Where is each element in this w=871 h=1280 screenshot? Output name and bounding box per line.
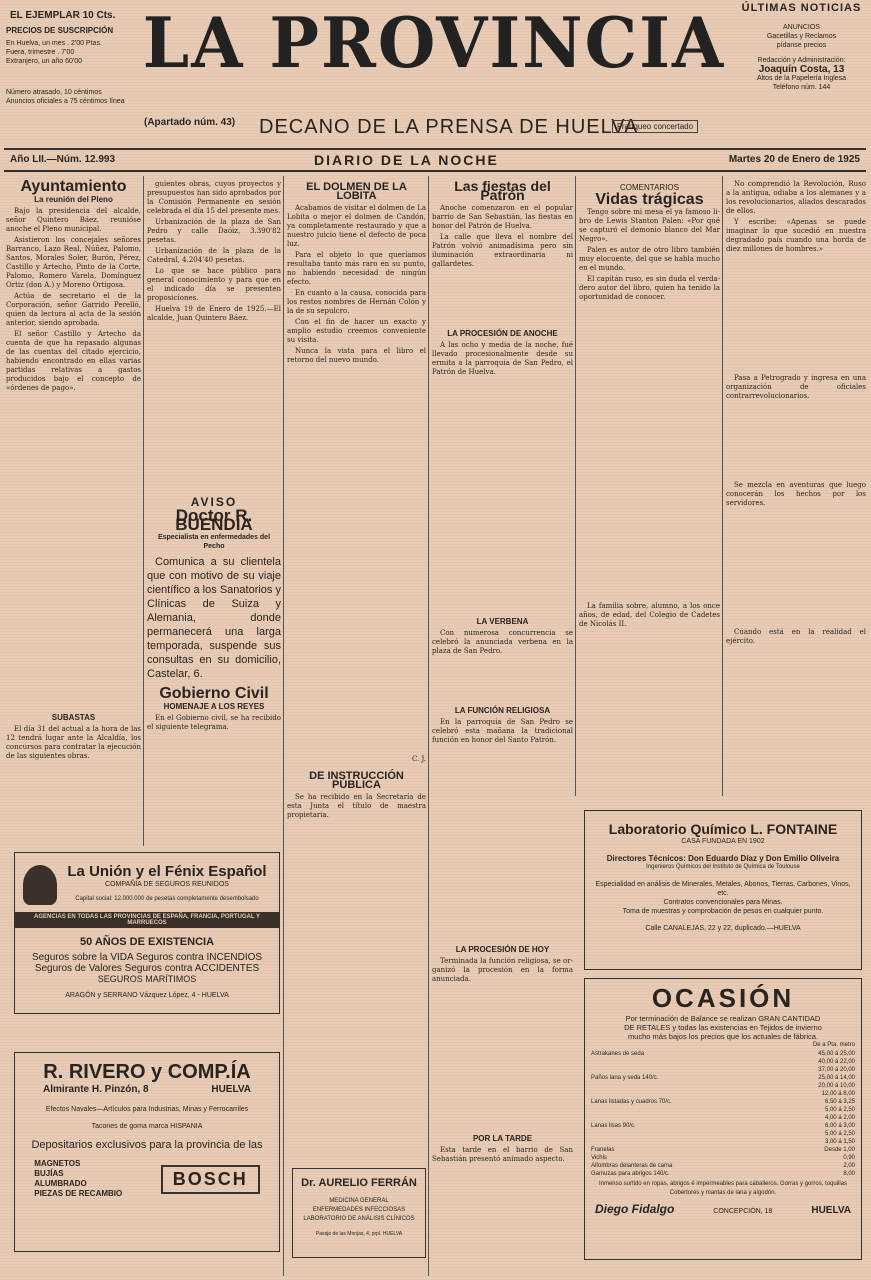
paragraph: Terminada la función religiosa, se organizó la procesión en la forma anunciada. bbox=[432, 957, 573, 983]
article-title: Las fiestas del Patrón bbox=[454, 178, 551, 203]
paragraph: El capitán ruso, es sin duda el verdadero autor del libro, quien ha tenido la oportunidad de conocer. bbox=[579, 275, 720, 301]
ads-price-note: pídanse precios bbox=[776, 42, 827, 49]
office-address: Joaquín Costa, 13 bbox=[758, 64, 845, 75]
ad-rivero bbox=[14, 1052, 280, 1252]
article-title: Gobierno Civil bbox=[159, 685, 269, 702]
price-item: Gamuzas para abrigos 140/c. bbox=[591, 1171, 670, 1177]
price-row bbox=[591, 1082, 855, 1090]
price-row bbox=[591, 1138, 855, 1146]
paragraph: Acabamos de visitar el dolmen de La Lobita o mejor el dolmen de Candón, ya completamente restaurado y que a nuestro juicio tiene el defecto de poca luz. bbox=[287, 204, 426, 248]
paragraph: El señor Castillo y Artecho da cuenta de que ha repasado algunas de las cuentas del citado ejercicio, habiendo encontrado en ellas varias partidas relativas a gastos producidos bajo el concepto de «órdenes de pago». bbox=[6, 330, 141, 392]
article-fiestas bbox=[432, 180, 573, 1260]
ad-ocasion bbox=[584, 978, 862, 1260]
paragraph: Actúa de secretario el de la Corporación, señor Garrido Perelló, quien da lectura al acta de la sesión anterior, siendo aprobada. bbox=[6, 292, 141, 327]
article-title: DE INSTRUCCIÓN PÚBLICA bbox=[309, 770, 404, 791]
ad-address: Pasaje de las Monjas, 4, prpl. HUELVA bbox=[315, 1231, 403, 1237]
ad-text: Ingenieros Químicos del Instituto de Química de Toulouse bbox=[646, 864, 800, 870]
price-line: Fuera, trimestre . 7'00 bbox=[6, 49, 75, 56]
tagline: DECANO DE LA PRENSA DE HUELVA bbox=[259, 116, 639, 138]
column-rule bbox=[722, 176, 723, 796]
price-value: 45,00 á 25,00 bbox=[818, 1051, 855, 1057]
ad-title: Laboratorio Químico L. FONTAINE bbox=[608, 821, 838, 837]
latest-news-label: ÚLTIMAS NOTICIAS bbox=[741, 2, 862, 14]
ads-label: ANUNCIOS bbox=[783, 24, 820, 31]
ad-text: ENFERMEDADES INFECCIOSAS bbox=[312, 1207, 406, 1213]
price-row bbox=[591, 1106, 855, 1114]
section-heading: LA VERBENA bbox=[476, 617, 529, 626]
column-rule bbox=[428, 176, 429, 1276]
price-per-copy: EL EJEMPLAR 10 Cts. bbox=[10, 10, 116, 21]
price-item: Alfombras delanteras de cama bbox=[591, 1163, 673, 1169]
ad-text: MEDICINA GENERAL bbox=[329, 1198, 389, 1204]
ad-title: OCASIÓN bbox=[651, 983, 795, 1013]
section-heading: POR LA TARDE bbox=[472, 1134, 533, 1143]
price-row bbox=[591, 1122, 855, 1130]
column-rule bbox=[283, 176, 284, 1276]
product-item: PIEZAS DE RECAMBIO bbox=[34, 1189, 123, 1198]
paragraph: Cuando está en la realidad el ejército. bbox=[726, 628, 866, 645]
ad-text: ARAGÓN y SERRANO Vázquez López, 4 - HUELVA bbox=[65, 992, 229, 999]
column-rule bbox=[575, 176, 576, 796]
price-row bbox=[591, 1074, 855, 1082]
ad-text: Capital social: 12.000.000 de pesetas completamente desembolsado bbox=[75, 896, 259, 902]
price-row bbox=[591, 1090, 855, 1098]
price-value: 5,00 á 2,50 bbox=[824, 1107, 855, 1113]
paragraph: La calle que lleva el nombre del Patrón volvió animadísima pero sin iluminación extraordinaria ni gallardetes. bbox=[432, 233, 573, 268]
store-name: Diego Fidalgo bbox=[595, 1202, 675, 1216]
price-row bbox=[591, 1114, 855, 1122]
notice-heading: AVISO bbox=[190, 495, 238, 509]
price-value: 0,90 bbox=[843, 1155, 855, 1161]
price-row bbox=[591, 1162, 855, 1170]
ad-text: LABORATORIO DE ANÁLISIS CLÍNICOS bbox=[303, 1216, 415, 1222]
paragraph: Anoche comenzaron en el popular barrio de San Sebastián, las fiestas en honor del Patrón de Huelva. bbox=[432, 204, 573, 230]
ad-title: R. RIVERO y COMP.ÍA bbox=[43, 1061, 251, 1083]
price-row bbox=[591, 1170, 855, 1178]
store-city: HUELVA bbox=[811, 1205, 851, 1216]
paragraph: Asistieron los concejales señores Barranco, Lazo Real, Núñez, Palomo, Santos, Morales Soler, Burón, Pérez, Castillo y Artecho, Pinto de la Corte, Palomo, Romero Varela, Domínguez Ortiz (don A.) y Moreno Ortigosa. bbox=[6, 236, 141, 289]
ad-text: Seguros de Valores Seguros contra ACCIDENTES bbox=[34, 963, 260, 974]
paragraph: No comprendió la Revolución, Ruso a la antigua, odiaba a los alemanes y a los revolucionarios, aliados descarados de ellos. bbox=[726, 180, 866, 215]
paragraph: Pasa a Petrogrado y ingresa en una organización de oficiales contrarrevolucionarios. bbox=[726, 374, 866, 400]
issue-date: Martes 20 de Enero de 1925 bbox=[728, 154, 860, 165]
article-title: Ayuntamiento bbox=[20, 178, 127, 195]
ad-subtitle: COMPAÑÍA DE SEGUROS REUNIDOS bbox=[105, 881, 229, 888]
product-item: ALUMBRADO bbox=[34, 1179, 87, 1188]
price-value: 20,00 á 10,00 bbox=[818, 1083, 855, 1089]
price-value: 12,00 á 8,00 bbox=[821, 1091, 855, 1097]
price-row bbox=[591, 1146, 855, 1154]
store-address: CONCEPCIÓN, 18 bbox=[713, 1208, 773, 1215]
price-value: 25,00 á 14,00 bbox=[818, 1075, 855, 1081]
ad-text: Toma de muestras y comprobación de pesos en cualquier punto. bbox=[622, 908, 824, 915]
ad-address: Calle CANALEJAS, 22 y 22, duplicado.—HUELVA bbox=[645, 925, 801, 932]
paragraph: Nunca la vista para el libro el retorno del nuevo mundo. bbox=[287, 347, 426, 364]
ad-text: Por terminación de Balance se realizan GRAN CANTIDAD bbox=[625, 1014, 821, 1023]
office-note: Altos de la Papelería Inglesa bbox=[756, 75, 847, 82]
ad-text: Directores Técnicos: Don Eduardo Díaz y Don Emilio Oliveira bbox=[606, 854, 840, 863]
ad-subtitle: CASA FUNDADA EN 1902 bbox=[681, 838, 765, 845]
article-title: EL DOLMEN DE LA LOBITA bbox=[306, 181, 407, 202]
office-label: Redacción y Administración: bbox=[757, 57, 846, 64]
price-item: Paños lana y seda 140/c. bbox=[591, 1075, 659, 1081]
article-ayuntamiento bbox=[6, 180, 141, 845]
price-row bbox=[591, 1066, 855, 1074]
paragraph: Se ha recibido en la Secretaría de esta Junta el título de maestra propietaria. bbox=[287, 793, 426, 819]
price-line: En Huelva, un mes . 2'00 Ptas. bbox=[6, 40, 102, 47]
price-item: Franelas bbox=[591, 1147, 615, 1153]
price-row bbox=[591, 1130, 855, 1138]
bosch-logo: BOSCH bbox=[161, 1165, 260, 1194]
paragraph: Con el fin de hacer un exacto y amplio estudio creemos conveniente su visita. bbox=[287, 318, 426, 344]
paragraph: Bajo la presidencia del alcalde, señor Quintero Báez, reunióse anoche el Pleno municipal. bbox=[6, 207, 141, 233]
phone-number: Teléfono núm. 144 bbox=[772, 84, 831, 91]
column-2 bbox=[147, 180, 281, 845]
section-label: COMENTARIOS bbox=[620, 183, 679, 192]
subscription-title: PRECIOS DE SUSCRIPCIÓN bbox=[6, 26, 114, 35]
paragraph: Se mezcla en aventuras que luego conocerán los hechos por los servidores. bbox=[726, 481, 866, 507]
price-item: Vichis bbox=[591, 1155, 607, 1161]
doctor-notice: Comunica a su clientela que con motivo de su viaje científico a los Sanatorios y Clínicas de Suiza y Alemania, donde permanecerá una larga temporada, suspende sus consultas en su domicilio, Castelar, 6. bbox=[147, 556, 281, 680]
paragraph: En cuanto a la causa, conocida para los restos nombres de Hernán Colón y la de su sepulcro. bbox=[287, 289, 426, 315]
ad-text: Especialidad en análisis de Minerales, Metales, Abonos, Tierras, Carbones, Vinos, etc. bbox=[595, 881, 851, 897]
price-row bbox=[591, 1098, 855, 1106]
price-value: 6,00 á 3,00 bbox=[824, 1123, 855, 1129]
ad-text: Efectos Navales—Artículos para Industrias, Minas y Ferrocarriles bbox=[45, 1106, 249, 1113]
paragraph: Con numerosa concurrencia se celebró la anunciada verbena en la plaza de San Pedro. bbox=[432, 629, 573, 655]
section-heading: LA PROCESIÓN DE ANOCHE bbox=[447, 329, 558, 338]
price-value: 37,00 á 20,00 bbox=[818, 1067, 855, 1073]
ad-laboratorio bbox=[584, 810, 862, 970]
paragraph: Y escribe: «Apenas se puede imaginar lo que sucedió en nuestra degradado país cuando una horda de diez millones de hombres.» bbox=[726, 218, 866, 253]
ad-text: mucho más bajos los precios que los actuales de fábrica. bbox=[627, 1032, 819, 1041]
table-header: De a Pta. metro bbox=[812, 1042, 855, 1048]
paragraph: Lo que se hace público para general conocimiento y para que en el indicado día se presenten proposiciones. bbox=[147, 267, 281, 302]
ads-sub: Gacetillas y Reclamos bbox=[766, 33, 837, 40]
doctor-specialty: Especialista en enfermedades del Pecho bbox=[157, 534, 271, 550]
paragraph: Para el objeto lo que queríamos resultaba tanto más raro en su punto, no habiendo necesidad de ningún efecto. bbox=[287, 251, 426, 286]
price-row bbox=[591, 1050, 855, 1058]
price-value: Desde 1,00 bbox=[824, 1147, 855, 1153]
ad-rates: Anuncios oficiales a 75 céntimos línea bbox=[6, 98, 125, 105]
column-6 bbox=[726, 180, 866, 795]
article-subtitle: La reunión del Pleno bbox=[34, 195, 113, 204]
ad-ferran bbox=[292, 1168, 426, 1258]
masthead bbox=[4, 4, 866, 144]
paragraph: Tengo sobre mi mesa el ya famoso libro de Lewis Stanton Palen: «Por qué se capturó el demonio blanco del Mar Negro». bbox=[579, 208, 720, 243]
price-item: Lanas lisas 90/c. bbox=[591, 1123, 636, 1129]
price-item: Lanas listadas y cuadros 70/c. bbox=[591, 1099, 672, 1105]
ad-text: SEGUROS MARÍTIMOS bbox=[97, 974, 197, 984]
ad-text: Depositarios exclusivos para la provincia de las bbox=[31, 1139, 263, 1151]
ad-text: DE RETALES y todas las existencias en Tejidos de invierno bbox=[624, 1023, 822, 1032]
paragraph: Urbanización de la plaza de San Pedro y calle Daóiz, 3.390'82 pesetas. bbox=[147, 218, 281, 244]
phoenix-icon bbox=[23, 865, 57, 905]
paragraph: Huelva 19 de Enero de 1925.—El alcalde, Juan Quintero Báez. bbox=[147, 305, 281, 322]
paragraph: Urbanización de la plaza de la Catedral, 4.204'40 pesetas. bbox=[147, 247, 281, 264]
paragraph: guientes obras, cuyos proyectos y presupuestos han sido aprobados por la Comisión Permanente en sesión celebrada el día 15 del presente mes. bbox=[147, 180, 281, 215]
article-title: Vidas trágicas bbox=[595, 191, 704, 208]
article-subtitle: HOMENAJE A LOS REYES bbox=[163, 702, 265, 711]
ad-text: Seguros sobre la VIDA Seguros contra INCENDIOS bbox=[31, 952, 263, 963]
product-item: BUJÍAS bbox=[34, 1169, 64, 1178]
section-heading: LA FUNCIÓN RELIGIOSA bbox=[454, 706, 551, 715]
signature: C. J. bbox=[411, 755, 426, 763]
postage-note: Franqueo concertado bbox=[612, 120, 698, 133]
paragraph: El día 31 del actual a la hora de las 12 tendrá lugar ante la Alcaldía, los concursos para contratar la ejecución de las siguientes obras. bbox=[6, 725, 141, 760]
article-dolmen bbox=[287, 180, 426, 819]
doctor-name: Doctor R. BUENDÍA bbox=[175, 506, 253, 534]
contact-box bbox=[734, 4, 869, 92]
price-value: 5,00 á 2,50 bbox=[824, 1131, 855, 1137]
edition-label: DIARIO DE LA NOCHE bbox=[314, 152, 499, 168]
section-heading: SUBASTAS bbox=[51, 713, 96, 722]
ad-title: Dr. AURELIO FERRÁN bbox=[301, 1177, 417, 1189]
dateline bbox=[4, 148, 866, 172]
po-box: (Apartado núm. 43) bbox=[144, 117, 236, 128]
price-table bbox=[585, 1050, 861, 1178]
price-line: Extranjero, un año 60'00 bbox=[6, 58, 83, 65]
subscription-box bbox=[6, 26, 134, 106]
paragraph: Esta tarde en el barrio de San Sebastián presentó animado aspecto. bbox=[432, 1146, 573, 1163]
paragraph: A las ocho y media de la noche, fué llevado procesionalmente desde su ermita a la parroquia de San Pedro, el Patrón de Huelva. bbox=[432, 341, 573, 376]
ad-city: HUELVA bbox=[211, 1084, 251, 1095]
price-value: 40,00 á 22,00 bbox=[818, 1059, 855, 1065]
ad-text: Contratos convencionales para Minas. bbox=[663, 899, 783, 906]
section-heading: LA PROCESIÓN DE HOY bbox=[455, 945, 550, 954]
ad-address: Almirante H. Pinzón, 8 bbox=[43, 1084, 149, 1095]
price-value: 8,00 bbox=[843, 1171, 855, 1177]
price-value: 2,00 bbox=[843, 1163, 855, 1169]
ad-union-fenix bbox=[14, 852, 280, 1014]
column-rule bbox=[143, 176, 144, 846]
price-value: 4,00 á 2,00 bbox=[824, 1115, 855, 1121]
ad-text: Inmenso surtido en ropas, abrigos é impermeables para caballeros. Gorras y gorros, toquillas Cobertores y mantas de lana y algodón. bbox=[598, 1181, 848, 1196]
back-issue-price: Número atrasado, 10 céntimos bbox=[6, 89, 102, 96]
ad-banner: AGENCIAS EN TODAS LAS PROVINCIAS DE ESPAÑA, FRANCIA, PORTUGAL Y MARRUECOS bbox=[15, 912, 279, 928]
product-item: MAGNETOS bbox=[34, 1159, 81, 1168]
newspaper-title: LA PROVINCIA bbox=[142, 2, 726, 84]
price-item: Astrakanes de seda bbox=[591, 1051, 645, 1057]
issue-number: Año LII.—Núm. 12.993 bbox=[10, 154, 116, 165]
price-value: 6,50 á 3,25 bbox=[824, 1099, 855, 1105]
price-row bbox=[591, 1154, 855, 1162]
paragraph: En el Gobierno civil, se ha recibido el siguiente telegrama. bbox=[147, 714, 281, 731]
ad-title: La Unión y el Fénix Español bbox=[67, 863, 267, 880]
paragraph: Palen es autor de otro libro también muy elocuente, del que se habla mucho en el mundo. bbox=[579, 246, 720, 272]
paragraph: En la parroquia de San Pedro se celebró esta mañana la tradicional función en honor del Santo Patrón. bbox=[432, 718, 573, 744]
ad-text: 50 AÑOS DE EXISTENCIA bbox=[79, 936, 215, 948]
ad-text: Tacones de goma marca HISPANIA bbox=[91, 1123, 203, 1130]
price-row bbox=[591, 1058, 855, 1066]
article-vidas-tragicas bbox=[579, 180, 720, 795]
paragraph: La familia sobre, alumno, a los once años, de edad, del Colegio de Cadetes de Nicolás II. bbox=[579, 602, 720, 628]
price-value: 3,00 á 1,50 bbox=[824, 1139, 855, 1145]
